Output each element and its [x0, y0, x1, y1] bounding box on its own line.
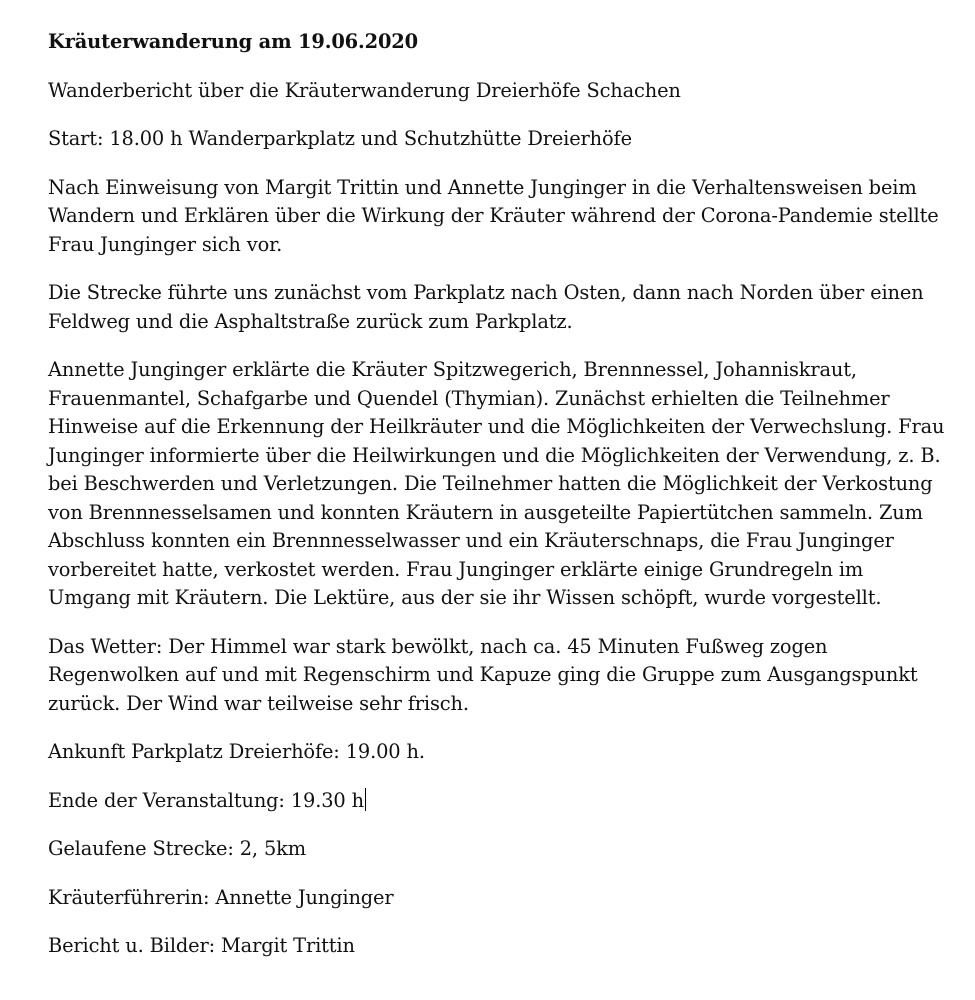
herbs-paragraph: Annette Junginger erklärte die Kräuter Spitzwegerich, Brennnessel, Johanniskraut, Frauenmantel, Schafgarbe und Quendel (Thymian). Zunächst erhielten die Teilnehmer Hinweise auf die Erkennung der Heilkräuter und die Möglichkeiten der Verwechslung. Frau Junginger informierte über die Heilwirkungen und die Möglichkeiten der Verwendung, z. B. bei Beschwerden und Verletzungen. Die Teilnehmer hatten die Möglichkeit der Verkostung von Brennnesselsamen und konnten Kräutern in ausgeteilte Papiertütchen sammeln. Zum Abschluss konnten ein Brennnesselwasser und ein Kräuterschnaps, die Frau Junginger vorbereitet hatte, verkostet werden. Frau Junginger erklärte einige Grundregeln im Umgang mit Kräutern. Die Lektüre, aus der sie ihr Wissen schöpft, wurde vorgestellt.	[48, 358, 945, 609]
text-cursor	[365, 788, 366, 811]
intro-paragraph: Nach Einweisung von Margit Trittin und Annette Junginger in die Verhaltensweisen beim Wandern und Erklären über die Wirkung der Kräuter während der Corona-Pandemie stellte Frau Junginger sich vor.	[48, 175, 939, 256]
end-paragraph	[48, 787, 948, 816]
arrival-paragraph: Ankunft Parkplatz Dreierhöfe: 19.00 h.	[48, 740, 425, 763]
document-title: Kräuterwanderung am 19.06.2020	[48, 30, 418, 53]
distance-paragraph: Gelaufene Strecke: 2, 5km	[48, 837, 306, 860]
subtitle-paragraph: Wanderbericht über die Kräuterwanderung Dreierhöfe Schachen	[48, 78, 681, 102]
start-paragraph: Start: 18.00 h Wanderparkplatz und Schutzhütte Dreierhöfe	[48, 127, 632, 150]
end-text: Ende der Veranstaltung: 19.30 h	[48, 788, 364, 812]
document-body[interactable]	[48, 28, 948, 981]
report-paragraph: Bericht u. Bilder: Margit Trittin	[48, 934, 355, 957]
weather-paragraph: Das Wetter: Der Himmel war stark bewölkt, nach ca. 45 Minuten Fußweg zogen Regenwolken auf und mit Regenschirm und Kapuze ging die Gruppe zum Ausgangspunkt zurück. Der Wind war teilweise sehr frisch.	[48, 634, 918, 715]
route-paragraph: Die Strecke führte uns zunächst vom Parkplatz nach Osten, dann nach Norden über einen Feldweg und die Asphaltstraße zurück zum Parkplatz.	[48, 281, 924, 333]
guide-paragraph: Kräuterführerin: Annette Junginger	[48, 885, 394, 909]
